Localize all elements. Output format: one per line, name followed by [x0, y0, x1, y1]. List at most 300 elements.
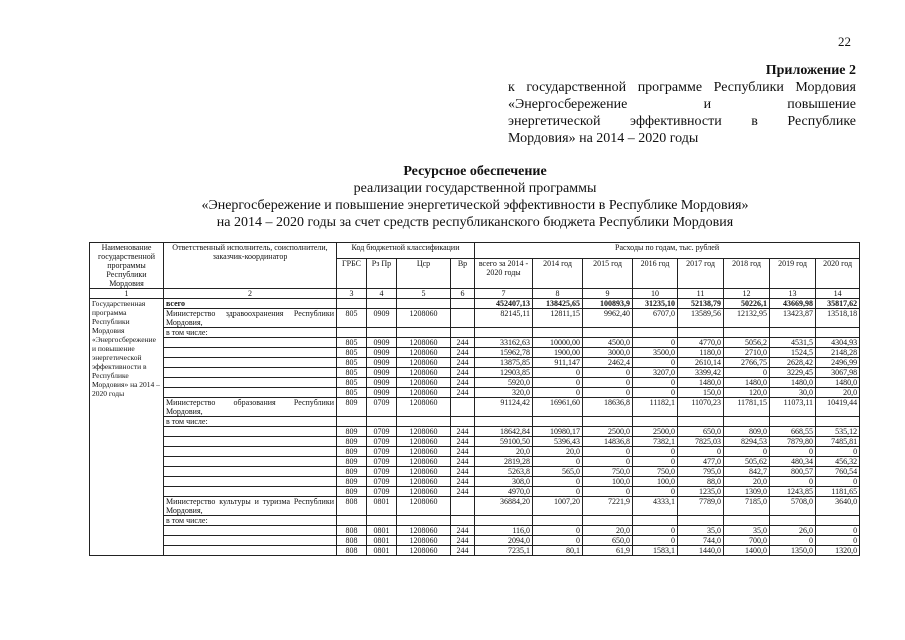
expense-value: 480,34 — [770, 457, 816, 467]
budget-code-cell: 0909 — [367, 338, 397, 348]
expense-value: 5056,2 — [724, 338, 770, 348]
empty-cell — [397, 516, 451, 526]
expense-value: 456,32 — [816, 457, 860, 467]
empty-cell — [816, 417, 860, 427]
expense-value: 7235,1 — [475, 546, 533, 556]
budget-code-cell: 0909 — [367, 309, 397, 328]
expense-value: 1309,0 — [724, 487, 770, 497]
appendix-block — [508, 62, 856, 147]
header-responsible: Ответственный исполнитель, соисполнители, заказчик-координатор — [164, 243, 337, 289]
table-row — [90, 526, 860, 536]
empty-cell — [164, 457, 337, 467]
header-code: ГРБС — [337, 258, 367, 288]
budget-code-cell: 1208060 — [397, 487, 451, 497]
budget-code-cell: 805 — [337, 338, 367, 348]
table-row — [90, 427, 860, 437]
expense-value: 2766,75 — [724, 358, 770, 368]
expense-value: 0 — [816, 536, 860, 546]
appendix-line: «Энергосбережение и повышение — [508, 97, 856, 112]
empty-cell — [164, 348, 337, 358]
empty-cell — [724, 417, 770, 427]
budget-code-cell: 244 — [451, 437, 475, 447]
expense-value: 1181,65 — [816, 487, 860, 497]
expense-value: 1583,1 — [633, 546, 678, 556]
expense-value: 2610,14 — [678, 358, 724, 368]
budget-code-cell: 1208060 — [397, 447, 451, 457]
expense-value: 7221,9 — [583, 497, 633, 516]
expense-value: 2500,0 — [583, 427, 633, 437]
header-code: Вр — [451, 258, 475, 288]
empty-cell — [633, 417, 678, 427]
empty-cell — [583, 417, 633, 427]
heading-line: «Энергосбережение и повышение энергетической эффективности в Республике Мордовия» — [201, 198, 749, 213]
total-row — [90, 299, 860, 309]
empty-cell — [678, 516, 724, 526]
expense-value: 20,0 — [475, 447, 533, 457]
empty-cell — [451, 328, 475, 338]
expense-value: 0 — [633, 526, 678, 536]
expense-value: 477,0 — [678, 457, 724, 467]
budget-code-cell — [451, 309, 475, 328]
expense-value: 1480,0 — [724, 378, 770, 388]
empty-cell — [367, 328, 397, 338]
expense-value: 5263,8 — [475, 467, 533, 477]
empty-cell — [367, 299, 397, 309]
expense-value: 0 — [533, 536, 583, 546]
expense-value: 10980,17 — [533, 427, 583, 437]
budget-code-cell: 805 — [337, 309, 367, 328]
expense-value: 0 — [633, 457, 678, 467]
expense-value: 0 — [816, 477, 860, 487]
empty-cell — [770, 328, 816, 338]
empty-cell — [678, 328, 724, 338]
budget-code-cell: 809 — [337, 467, 367, 477]
empty-cell — [583, 328, 633, 338]
expense-value: 4500,0 — [583, 338, 633, 348]
expense-value: 760,54 — [816, 467, 860, 477]
budget-code-cell: 805 — [337, 388, 367, 398]
budget-code-cell: 244 — [451, 536, 475, 546]
empty-cell — [164, 546, 337, 556]
expense-value: 0 — [533, 368, 583, 378]
expense-value: 0 — [678, 447, 724, 457]
expense-value: 0 — [633, 338, 678, 348]
budget-code-cell: 0709 — [367, 477, 397, 487]
expense-value: 565,0 — [533, 467, 583, 477]
page-number: 22 — [838, 34, 851, 49]
expense-value: 4304,93 — [816, 338, 860, 348]
expense-value: 10419,44 — [816, 398, 860, 417]
column-number: 1 — [90, 289, 164, 299]
appendix-line: энергетической эффективности в Республике — [508, 114, 856, 129]
budget-code-cell: 1208060 — [397, 497, 451, 516]
subtitle-label: в том числе: — [164, 516, 337, 526]
expense-value: 80,1 — [533, 546, 583, 556]
expense-value: 0 — [633, 536, 678, 546]
expense-value: 16961,60 — [533, 398, 583, 417]
expense-value: 150,0 — [678, 388, 724, 398]
expense-value: 0 — [770, 477, 816, 487]
expense-value: 3229,45 — [770, 368, 816, 378]
budget-code-cell: 805 — [337, 368, 367, 378]
empty-cell — [164, 477, 337, 487]
budget-code-cell: 0709 — [367, 487, 397, 497]
budget-code-cell: 0909 — [367, 348, 397, 358]
column-number: 2 — [164, 289, 337, 299]
expense-value: 3500,0 — [633, 348, 678, 358]
budget-code-cell: 1208060 — [397, 348, 451, 358]
expense-value: 3067,98 — [816, 368, 860, 378]
expense-value: 1480,0 — [678, 378, 724, 388]
budget-code-cell: 0709 — [367, 457, 397, 467]
budget-code-cell: 244 — [451, 427, 475, 437]
expense-value: 308,0 — [475, 477, 533, 487]
column-number: 11 — [678, 289, 724, 299]
budget-code-cell — [451, 398, 475, 417]
budget-code-cell: 1208060 — [397, 309, 451, 328]
column-number: 13 — [770, 289, 816, 299]
header-name: Наименование государственной программы Республики Мордовия — [90, 243, 164, 289]
expense-value: 842,7 — [724, 467, 770, 477]
total-value: 452407,13 — [475, 299, 533, 309]
expense-value: 0 — [816, 447, 860, 457]
expense-value: 120,0 — [724, 388, 770, 398]
expense-value: 750,0 — [633, 467, 678, 477]
column-number: 12 — [724, 289, 770, 299]
budget-code-cell: 244 — [451, 378, 475, 388]
budget-code-cell: 809 — [337, 427, 367, 437]
empty-cell — [475, 516, 533, 526]
ministry-row — [90, 309, 860, 328]
empty-cell — [164, 427, 337, 437]
empty-cell — [816, 516, 860, 526]
budget-code-cell: 808 — [337, 536, 367, 546]
header-year: 2015 год — [583, 258, 633, 288]
budget-code-cell: 805 — [337, 358, 367, 368]
expense-value: 7382,1 — [633, 437, 678, 447]
header-year: всего за 2014 - 2020 годы — [475, 258, 533, 288]
header-year: 2017 год — [678, 258, 724, 288]
expense-value: 0 — [816, 526, 860, 536]
table-row — [90, 388, 860, 398]
expense-value: 4970,0 — [475, 487, 533, 497]
subtitle-row — [90, 417, 860, 427]
expense-value: 10000,00 — [533, 338, 583, 348]
budget-code-cell: 1208060 — [397, 398, 451, 417]
heading-title: Ресурсное обеспечение — [403, 164, 547, 179]
column-number: 14 — [816, 289, 860, 299]
expense-value: 1900,00 — [533, 348, 583, 358]
empty-cell — [367, 417, 397, 427]
expense-value: 2148,28 — [816, 348, 860, 358]
budget-code-cell: 809 — [337, 437, 367, 447]
empty-cell — [633, 516, 678, 526]
empty-cell — [770, 417, 816, 427]
budget-code-cell: 0801 — [367, 546, 397, 556]
empty-cell — [164, 447, 337, 457]
ministry-name: Министерство здравоохранения Республики Мордовия, — [164, 309, 337, 328]
expense-value: 4770,0 — [678, 338, 724, 348]
expense-value: 0 — [583, 447, 633, 457]
expense-value: 2500,0 — [633, 427, 678, 437]
empty-cell — [164, 368, 337, 378]
expense-value: 26,0 — [770, 526, 816, 536]
expense-value: 0 — [583, 487, 633, 497]
expense-value: 0 — [583, 457, 633, 467]
expense-value: 88,0 — [678, 477, 724, 487]
expense-value: 13875,85 — [475, 358, 533, 368]
expense-value: 1235,0 — [678, 487, 724, 497]
table-row — [90, 487, 860, 497]
table-row — [90, 467, 860, 477]
column-number: 5 — [397, 289, 451, 299]
expense-value: 0 — [724, 368, 770, 378]
empty-cell — [397, 299, 451, 309]
expense-value: 0 — [633, 378, 678, 388]
expense-value: 11070,23 — [678, 398, 724, 417]
expense-value: 535,12 — [816, 427, 860, 437]
document-heading — [150, 163, 800, 231]
table-row — [90, 437, 860, 447]
expense-value: 7485,81 — [816, 437, 860, 447]
total-value: 31235,10 — [633, 299, 678, 309]
empty-cell — [451, 299, 475, 309]
column-number: 7 — [475, 289, 533, 299]
resource-table — [89, 242, 860, 556]
budget-code-cell: 244 — [451, 546, 475, 556]
expense-value: 0 — [633, 358, 678, 368]
budget-code-cell: 0909 — [367, 388, 397, 398]
budget-code-cell: 809 — [337, 457, 367, 467]
header-year: 2019 год — [770, 258, 816, 288]
expense-value: 7789,0 — [678, 497, 724, 516]
expense-value: 2496,99 — [816, 358, 860, 368]
expense-value: 82145,11 — [475, 309, 533, 328]
budget-code-cell: 244 — [451, 457, 475, 467]
expense-value: 0 — [533, 378, 583, 388]
expense-value: 61,9 — [583, 546, 633, 556]
expense-value: 2094,0 — [475, 536, 533, 546]
empty-cell — [164, 536, 337, 546]
expense-value: 100,0 — [583, 477, 633, 487]
ministry-name: Министерство образования Республики Мордовия, — [164, 398, 337, 417]
budget-code-cell: 244 — [451, 338, 475, 348]
budget-code-cell: 1208060 — [397, 477, 451, 487]
expense-value: 12811,15 — [533, 309, 583, 328]
expense-value: 59100,50 — [475, 437, 533, 447]
budget-code-cell: 809 — [337, 447, 367, 457]
expense-value: 1400,0 — [724, 546, 770, 556]
empty-cell — [533, 328, 583, 338]
column-number-row — [90, 289, 860, 299]
expense-value: 6707,0 — [633, 309, 678, 328]
expense-value: 15962,78 — [475, 348, 533, 358]
expense-value: 3640,0 — [816, 497, 860, 516]
budget-code-cell: 0709 — [367, 427, 397, 437]
budget-code-cell: 808 — [337, 546, 367, 556]
expense-value: 0 — [770, 536, 816, 546]
total-value: 35817,62 — [816, 299, 860, 309]
expense-value: 5396,43 — [533, 437, 583, 447]
appendix-title: Приложение 2 — [765, 63, 856, 78]
empty-cell — [724, 328, 770, 338]
budget-code-cell: 1208060 — [397, 437, 451, 447]
total-value: 52138,79 — [678, 299, 724, 309]
ministry-row — [90, 497, 860, 516]
budget-code-cell: 1208060 — [397, 378, 451, 388]
empty-cell — [397, 328, 451, 338]
appendix-line: Мордовия» на 2014 – 2020 годы — [508, 131, 699, 146]
expense-value: 0 — [533, 477, 583, 487]
expense-value: 12132,95 — [724, 309, 770, 328]
header-year: 2016 год — [633, 258, 678, 288]
empty-cell — [164, 358, 337, 368]
subtitle-row — [90, 516, 860, 526]
budget-code-cell: 244 — [451, 447, 475, 457]
expense-value: 13589,56 — [678, 309, 724, 328]
budget-code-cell: 0709 — [367, 437, 397, 447]
empty-cell — [397, 417, 451, 427]
expense-value: 1524,5 — [770, 348, 816, 358]
empty-cell — [770, 516, 816, 526]
expense-value: 9962,40 — [583, 309, 633, 328]
budget-code-cell: 809 — [337, 487, 367, 497]
expense-value: 3000,0 — [583, 348, 633, 358]
budget-code-cell: 805 — [337, 378, 367, 388]
empty-cell — [633, 328, 678, 338]
budget-code-cell: 0909 — [367, 368, 397, 378]
expense-value: 0 — [533, 526, 583, 536]
expense-value: 1320,0 — [816, 546, 860, 556]
expense-value: 7825,03 — [678, 437, 724, 447]
program-name-cell: Государственная программа Республики Мордовия «Энергосбережение и повышение энергетической эффективности в Республике Мордовия» на 2014 – 2020 годы — [90, 299, 164, 556]
budget-code-cell: 1208060 — [397, 427, 451, 437]
empty-cell — [337, 516, 367, 526]
ministry-row — [90, 398, 860, 417]
expense-value: 505,62 — [724, 457, 770, 467]
budget-code-cell: 1208060 — [397, 368, 451, 378]
budget-code-cell: 0709 — [367, 447, 397, 457]
expense-value: 0 — [583, 388, 633, 398]
expense-value: 0 — [533, 487, 583, 497]
budget-code-cell: 0909 — [367, 358, 397, 368]
empty-cell — [337, 328, 367, 338]
budget-code-cell: 808 — [337, 526, 367, 536]
header-code: Рз Пр — [367, 258, 397, 288]
expense-value: 7185,0 — [724, 497, 770, 516]
table-row — [90, 338, 860, 348]
expense-value: 809,0 — [724, 427, 770, 437]
expense-value: 14836,8 — [583, 437, 633, 447]
empty-cell — [724, 516, 770, 526]
column-number: 8 — [533, 289, 583, 299]
table-row — [90, 447, 860, 457]
expense-value: 4333,1 — [633, 497, 678, 516]
expense-value: 30,0 — [770, 388, 816, 398]
expense-value: 13423,87 — [770, 309, 816, 328]
expense-value: 0 — [583, 378, 633, 388]
table-row — [90, 546, 860, 556]
empty-cell — [164, 467, 337, 477]
subtitle-label: в том числе: — [164, 328, 337, 338]
budget-code-cell: 809 — [337, 477, 367, 487]
budget-code-cell: 809 — [337, 398, 367, 417]
expense-value: 13518,18 — [816, 309, 860, 328]
header-expenses: Расходы по годам, тыс. рублей — [475, 243, 860, 259]
empty-cell — [337, 417, 367, 427]
expense-value: 650,0 — [583, 536, 633, 546]
expense-value: 11781,15 — [724, 398, 770, 417]
total-value: 43669,98 — [770, 299, 816, 309]
budget-code-cell: 244 — [451, 477, 475, 487]
expense-value: 2819,28 — [475, 457, 533, 467]
expense-value: 3399,42 — [678, 368, 724, 378]
budget-code-cell: 1208060 — [397, 536, 451, 546]
budget-code-cell: 1208060 — [397, 358, 451, 368]
budget-code-cell: 1208060 — [397, 467, 451, 477]
expense-value: 1350,0 — [770, 546, 816, 556]
header-code: Цср — [397, 258, 451, 288]
empty-cell — [533, 417, 583, 427]
expense-value: 2628,42 — [770, 358, 816, 368]
expense-value: 1480,0 — [770, 378, 816, 388]
expense-value: 7879,80 — [770, 437, 816, 447]
expense-value: 11182,1 — [633, 398, 678, 417]
expense-value: 911,147 — [533, 358, 583, 368]
empty-cell — [164, 378, 337, 388]
subtitle-label: в том числе: — [164, 417, 337, 427]
expense-value: 0 — [724, 447, 770, 457]
expense-value: 0 — [633, 447, 678, 457]
expense-value: 750,0 — [583, 467, 633, 477]
budget-code-cell: 0801 — [367, 536, 397, 546]
expense-value: 20,0 — [533, 447, 583, 457]
empty-cell — [475, 328, 533, 338]
expense-value: 18636,8 — [583, 398, 633, 417]
expense-value: 8294,53 — [724, 437, 770, 447]
expense-value: 650,0 — [678, 427, 724, 437]
budget-code-cell: 244 — [451, 368, 475, 378]
expense-value: 0 — [633, 388, 678, 398]
budget-code-cell: 1208060 — [397, 546, 451, 556]
budget-code-cell: 1208060 — [397, 457, 451, 467]
budget-code-cell: 0909 — [367, 378, 397, 388]
table-row — [90, 536, 860, 546]
expense-value: 2462,4 — [583, 358, 633, 368]
empty-cell — [164, 487, 337, 497]
expense-value: 1480,0 — [816, 378, 860, 388]
expense-value: 2710,0 — [724, 348, 770, 358]
budget-code-cell: 1208060 — [397, 526, 451, 536]
expense-value: 1243,85 — [770, 487, 816, 497]
subtitle-row — [90, 328, 860, 338]
budget-code-cell: 1208060 — [397, 338, 451, 348]
appendix-line: к государственной программе Республики Мордовия — [508, 80, 856, 95]
table-row — [90, 378, 860, 388]
expense-value: 0 — [583, 368, 633, 378]
expense-value: 35,0 — [678, 526, 724, 536]
expense-value: 744,0 — [678, 536, 724, 546]
table-row — [90, 457, 860, 467]
expense-value: 4531,5 — [770, 338, 816, 348]
table-row — [90, 477, 860, 487]
budget-code-cell: 244 — [451, 348, 475, 358]
column-number: 4 — [367, 289, 397, 299]
budget-code-cell: 244 — [451, 388, 475, 398]
header-year: 2018 год — [724, 258, 770, 288]
budget-code-cell — [451, 497, 475, 516]
expense-value: 20,0 — [724, 477, 770, 487]
